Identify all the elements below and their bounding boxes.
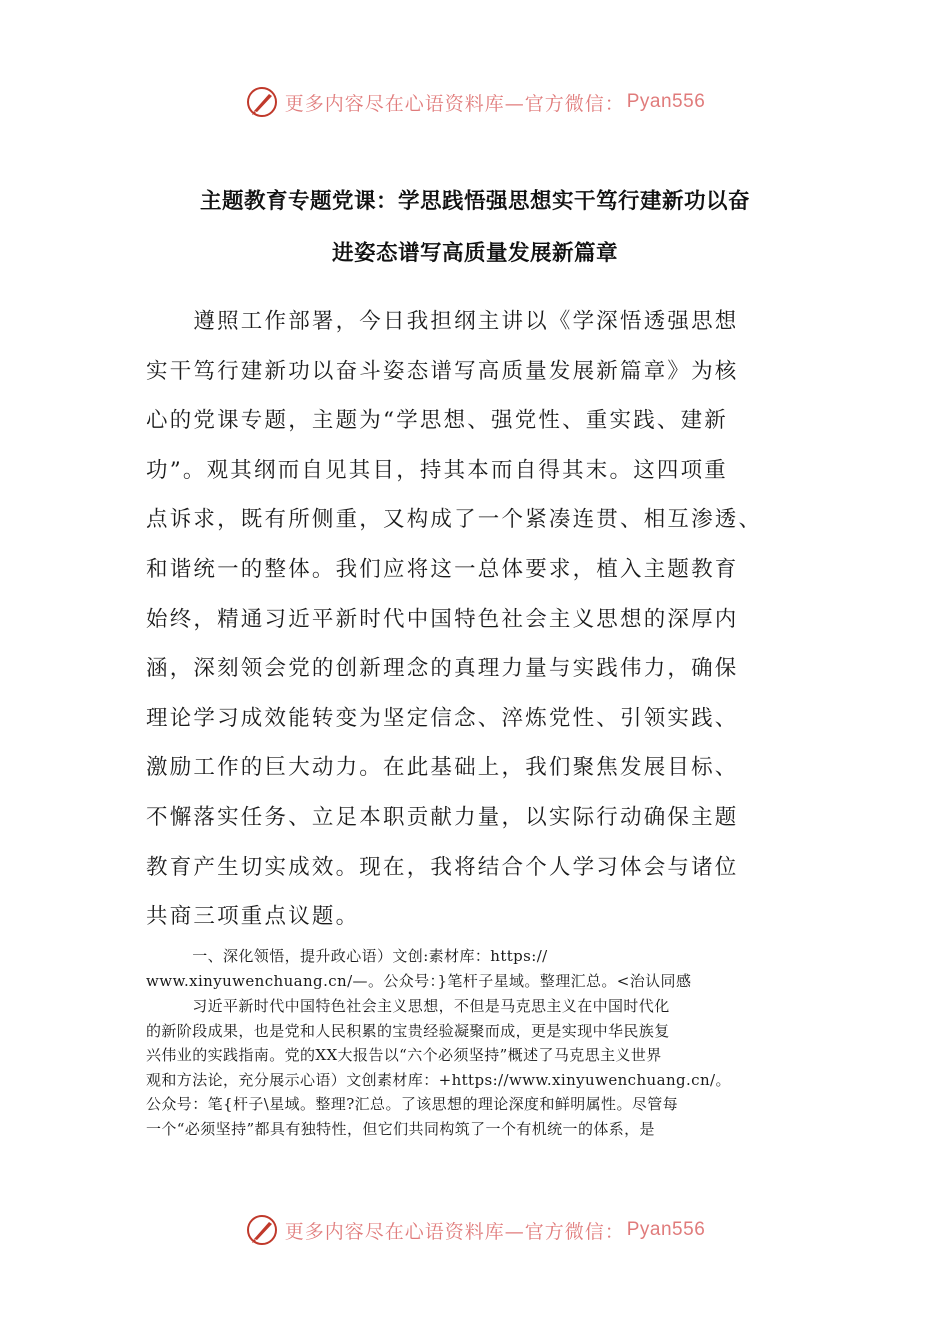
watermark-wechat-id: Pyan556 bbox=[626, 1219, 706, 1240]
paragraph-line: 和谐统一的整体。我们应将这一总体要求，植入主题教育 bbox=[146, 556, 739, 582]
watermark-text: 更多内容尽在心语资料库—官方微信： bbox=[284, 92, 625, 115]
paragraph-line: 兴伟业的实践指南。党的XX大报告以“六个必须坚持”概述了马克思主义世界 bbox=[146, 1046, 662, 1065]
watermark-text: 更多内容尽在心语资料库—官方微信： bbox=[284, 1220, 625, 1243]
paragraph-line: 理论学习成效能转变为坚定信念、淬炼党性、引领实践、 bbox=[146, 705, 739, 731]
paragraph-line: 的新阶段成果，也是党和人民积累的宝贵经验凝聚而成，更是实现中华民族复 bbox=[146, 1021, 670, 1040]
heading-line: www.xinyuwenchuang.cn/—。公众号：}笔杆子星域。整理汇总。<治认同感 bbox=[146, 971, 692, 990]
paragraph-line: 点诉求，既有所侧重，又构成了一个紧凑连贯、相互渗透、 bbox=[146, 507, 763, 533]
paragraph-line: 一个“必须坚持”都具有独特性，但它们共同构筑了一个有机统一的体系，是 bbox=[146, 1119, 655, 1138]
quill-pen-logo-icon bbox=[245, 85, 279, 119]
paragraph-line: 共商三项重点议题。 bbox=[146, 904, 360, 930]
quill-pen-logo-icon bbox=[245, 1213, 279, 1247]
paragraph-line: 功”。观其纲而自见其目，持其本而自得其末。这四项重 bbox=[146, 457, 728, 483]
title-line: 主题教育专题党课：学思践悟强思想实干笃行建新功以奋 bbox=[199, 189, 750, 214]
paragraph-line: 涵，深刻领会党的创新理念的真理力量与实践伟力，确保 bbox=[146, 656, 739, 682]
document-title bbox=[140, 176, 810, 280]
heading-line: 一、深化领悟，提升政心语）文创:素材库：https:// bbox=[146, 947, 548, 965]
body-paragraph bbox=[146, 994, 810, 1142]
paragraph-line: 始终，精通习近平新时代中国特色社会主义思想的深厚内 bbox=[146, 606, 739, 632]
paragraph-line: 公众号：笔{杆子\星域。整理?汇总。了该思想的理论深度和鲜明属性。尽管每 bbox=[146, 1095, 679, 1114]
paragraph-line: 激励工作的巨大动力。在此基础上，我们聚焦发展目标、 bbox=[146, 755, 739, 781]
section-heading bbox=[146, 944, 810, 993]
paragraph-line: 遵照工作部署，今日我担纲主讲以《学深悟透强思想 bbox=[146, 309, 739, 334]
paragraph-line: 观和方法论，充分展示心语）文创素材库：+https://www.xinyuwenchuang.cn/。 bbox=[146, 1070, 731, 1089]
header-watermark-banner bbox=[0, 82, 950, 122]
paragraph-line: 心的党课专题，主题为“学思想、强党性、重实践、建新 bbox=[146, 408, 728, 434]
title-line: 进姿态谱写高质量发展新篇章 bbox=[331, 241, 618, 266]
paragraph-line: 教育产生切实成效。现在，我将结合个人学习体会与诸位 bbox=[146, 854, 739, 880]
paragraph-line: 实干笃行建新功以奋斗姿态谱写高质量发展新篇章》为核 bbox=[146, 358, 739, 384]
intro-paragraph bbox=[146, 297, 806, 942]
paragraph-line: 习近平新时代中国特色社会主义思想，不但是马克思主义在中国时代化 bbox=[146, 997, 670, 1015]
footer-watermark-banner bbox=[0, 1210, 950, 1250]
watermark-wechat-id: Pyan556 bbox=[626, 91, 706, 112]
paragraph-line: 不懈落实任务、立足本职贡献力量，以实际行动确保主题 bbox=[146, 804, 739, 830]
